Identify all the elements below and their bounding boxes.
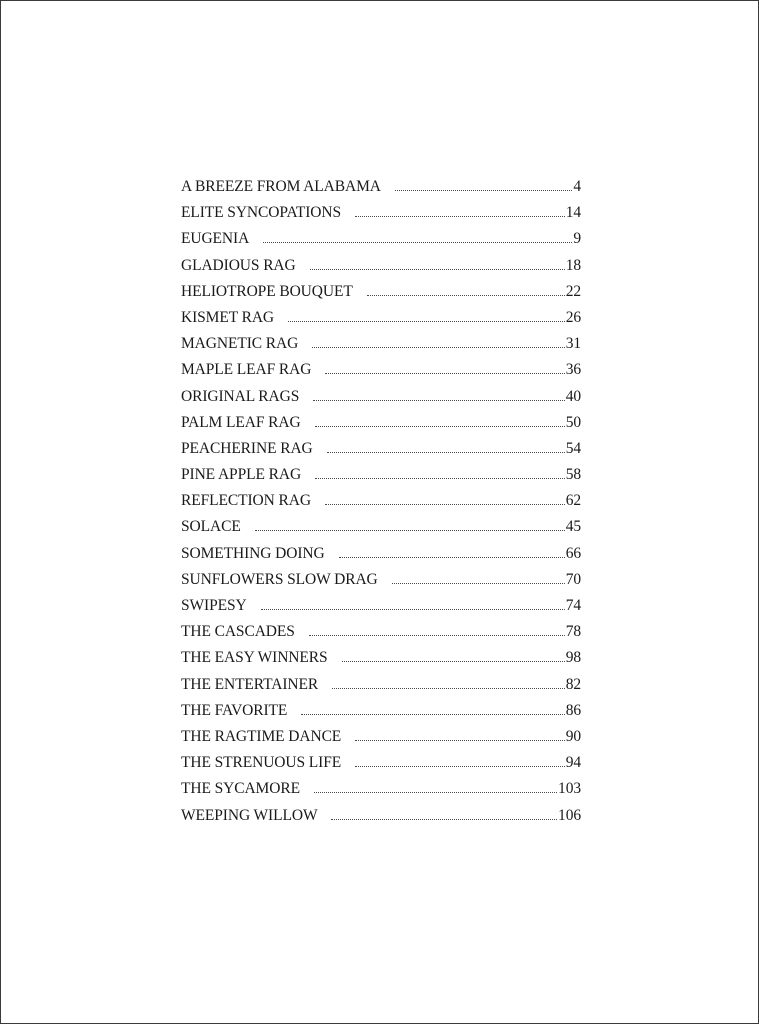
toc-dot-leader [315,426,565,427]
toc-dot-leader [327,452,565,453]
toc-entry [181,807,581,833]
toc-entry [181,545,581,571]
toc-entry-title: SWIPESY [181,597,247,614]
toc-dot-leader [355,740,565,741]
toc-entry-page-number: 90 [565,727,581,745]
toc-entry [181,728,581,754]
toc-dot-leader [325,373,564,374]
toc-entry-title: THE FAVORITE [181,701,288,719]
toc-entry [181,283,581,309]
toc-dot-leader [325,504,565,505]
toc-entry [181,676,581,702]
toc-entry [181,257,581,283]
toc-entry [181,178,581,204]
toc-entry [181,780,581,806]
toc-dot-leader [355,766,565,767]
toc-entry-title: GLADIOUS RAG [181,256,296,274]
toc-entry [181,335,581,361]
toc-entry-page-number: 36 [565,361,581,379]
toc-dot-leader [367,295,565,296]
toc-entry-title: THE STRENUOUS LIFE [181,754,342,772]
toc-entry-page-number: 98 [565,649,581,667]
toc-entry-page-number: 106 [558,806,581,824]
toc-dot-leader [301,714,564,715]
toc-entry-page-number: 94 [565,754,581,772]
toc-dot-leader [255,530,565,531]
toc-entry [181,388,581,414]
toc-entry-page-number: 31 [565,335,581,353]
toc-entry-title: MAPLE LEAF RAG [181,361,312,379]
toc-dot-leader [332,688,565,689]
toc-entry [181,754,581,780]
toc-dot-leader [339,557,565,558]
toc-entry-page-number: 66 [565,544,581,562]
toc-entry-page-number: 86 [565,701,581,719]
toc-entry-title: THE RAGTIME DANCE [181,727,342,745]
toc-entry [181,623,581,649]
toc-entry-page-number: 18 [565,256,581,274]
toc-dot-leader [312,347,564,348]
toc-entry-title: REFLECTION RAG [181,492,311,510]
toc-dot-leader [263,242,572,243]
toc-entry [181,492,581,518]
toc-entry-title: KISMET RAG [181,308,275,326]
toc-entry-title: HELIOTROPE BOUQUET [181,282,353,300]
toc-entry-page-number: 58 [565,466,581,484]
toc-entry-title: ORIGINAL RAGS [181,387,300,405]
toc-entry [181,414,581,440]
toc-entry-page-number: 4 [573,178,581,195]
toc-entry-title: A BREEZE FROM ALABAMA [181,178,381,195]
toc-entry [181,440,581,466]
toc-entry-title: SOLACE [181,518,241,536]
toc-dot-leader [355,216,565,217]
toc-dot-leader [313,400,564,401]
toc-dot-leader [310,269,565,270]
toc-entry-title: PALM LEAF RAG [181,413,301,431]
toc-entry-title: THE SYCAMORE [181,780,300,798]
toc-dot-leader [315,478,565,479]
toc-entry-title: SUNFLOWERS SLOW DRAG [181,570,378,588]
toc-entry-title: THE EASY WINNERS [181,649,328,667]
table-of-contents [181,178,581,833]
toc-entry [181,466,581,492]
toc-entry [181,597,581,623]
toc-entry-title: THE CASCADES [181,623,295,641]
toc-entry [181,230,581,256]
toc-dot-leader [395,190,572,191]
toc-entry-page-number: 78 [565,623,581,641]
toc-dot-leader [314,792,557,793]
toc-entry-title: PEACHERINE RAG [181,439,313,457]
toc-entry-page-number: 14 [565,204,581,222]
toc-entry-title: ELITE SYNCOPATIONS [181,204,341,222]
toc-dot-leader [342,661,565,662]
toc-entry [181,204,581,230]
toc-entry [181,649,581,675]
toc-entry-page-number: 70 [565,570,581,588]
toc-entry-title: WEEPING WILLOW [181,806,318,824]
toc-entry-title: THE ENTERTAINER [181,675,319,693]
toc-entry [181,361,581,387]
toc-entry-page-number: 22 [565,282,581,300]
toc-entry [181,309,581,335]
toc-entry [181,518,581,544]
toc-dot-leader [288,321,565,322]
toc-entry-page-number: 103 [558,780,581,798]
toc-entry-page-number: 40 [565,387,581,405]
toc-dot-leader [392,583,565,584]
toc-entry [181,702,581,728]
toc-entry [181,571,581,597]
toc-entry-page-number: 26 [565,308,581,326]
toc-entry-page-number: 45 [565,518,581,536]
toc-dot-leader [331,819,557,820]
toc-entry-page-number: 74 [565,597,581,614]
toc-entry-title: MAGNETIC RAG [181,335,299,353]
toc-entry-page-number: 54 [565,439,581,457]
toc-entry-page-number: 9 [573,230,581,248]
toc-entry-page-number: 82 [565,675,581,693]
toc-entry-title: SOMETHING DOING [181,544,325,562]
toc-dot-leader [309,635,565,636]
toc-entry-page-number: 62 [565,492,581,510]
toc-entry-title: PINE APPLE RAG [181,466,302,484]
toc-entry-page-number: 50 [565,413,581,431]
toc-entry-title: EUGENIA [181,230,250,248]
toc-dot-leader [261,609,565,610]
